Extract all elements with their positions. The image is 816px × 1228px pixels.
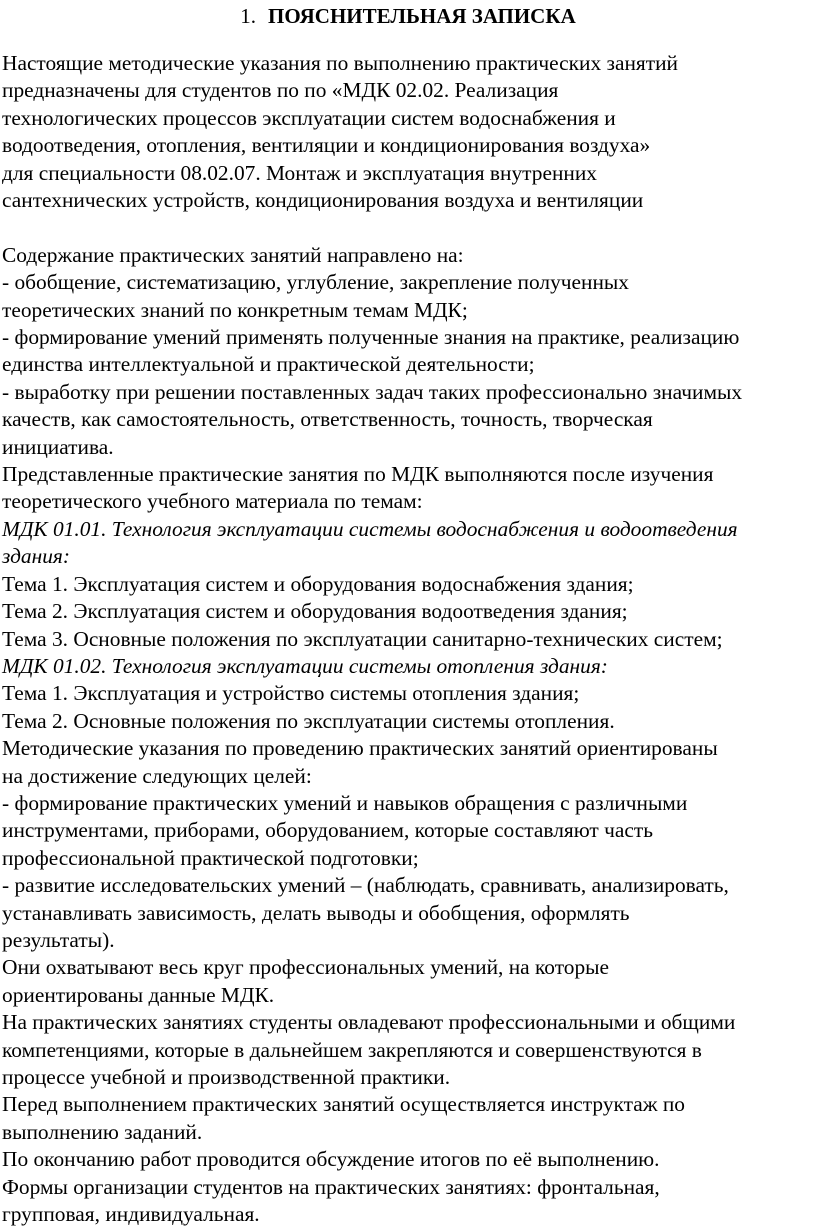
body-line: технологических процессов эксплуатации систем водоснабжения и [2,105,616,130]
body-line: на достижение следующих целей: [2,763,312,788]
topic-line: Тема 2. Эксплуатация систем и оборудования водоотведения здания; [2,599,628,624]
body-line: На практических занятиях студенты овладевают профессиональными и общими [2,1010,736,1035]
page-title [0,3,816,29]
topic-line: Тема 2. Основные положения по эксплуатации системы отопления. [2,708,615,733]
body-line: - развитие исследовательских умений – (наблюдать, сравнивать, анализировать, [2,873,729,898]
topic-line: Тема 3. Основные положения по эксплуатации санитарно-технических систем; [2,626,723,651]
section-number: 1. [240,4,256,28]
body-line: Перед выполнением практических занятий осуществляется инструктаж по [2,1092,686,1117]
section-title: ПОЯСНИТЕЛЬНАЯ ЗАПИСКА [267,4,576,28]
body-line: для специальности 08.02.07. Монтаж и эксплуатация внутренних [2,160,597,185]
body-line: водоотведения, отопления, вентиляции и кондиционирования воздуха» [2,133,651,158]
paragraph-gap [2,214,814,241]
body-line: Настоящие методические указания по выполнению практических занятий [2,51,678,75]
body-line: Представленные практические занятия по МДК выполняются после изучения [2,462,714,487]
course-heading: здания: [2,544,70,569]
body-line: групповая, индивидуальная. [2,1202,260,1227]
body-line: предназначены для студентов по по «МДК 02.02. Реализация [2,78,559,103]
body-line: Они охватывают весь круг профессиональных умений, на которые [2,955,610,980]
course-heading: МДК 01.01. Технология эксплуатации системы водоснабжения и водоотведения [2,516,738,541]
body-line: результаты). [2,927,115,952]
document-body [2,50,814,1228]
body-line: теоретических знаний по конкретным темам МДК; [2,297,468,322]
body-line: сантехнических устройств, кондиционирования воздуха и вентиляции [2,188,644,213]
body-line: инструментами, приборами, оборудованием, которые составляют часть [2,818,653,843]
topic-line: Тема 1. Эксплуатация и устройство системы отопления здания; [2,681,580,706]
body-line: По окончанию работ проводится обсуждение итогов по её выполнению. [2,1147,660,1172]
body-line: выполнению заданий. [2,1119,203,1144]
body-line: профессиональной практической подготовки; [2,845,419,870]
body-line: ориентированы данные МДК. [2,982,275,1007]
topic-line: Тема 1. Эксплуатация систем и оборудования водоснабжения здания; [2,571,634,596]
body-line: теоретического учебного материала по темам: [2,489,423,514]
body-line: Содержание практических занятий направлено на: [2,242,464,267]
body-line: - формирование практических умений и навыков обращения с различными [2,790,688,815]
body-line: процессе учебной и производственной практики. [2,1065,451,1090]
body-line: компетенциями, которые в дальнейшем закрепляются и совершенствуются в [2,1037,702,1062]
body-line: - обобщение, систематизацию, углубление, закрепление полученных [2,270,629,295]
body-line: устанавливать зависимость, делать выводы и обобщения, оформлять [2,900,630,925]
body-line: единства интеллектуальной и практической деятельности; [2,352,535,377]
body-line: инициатива. [2,434,114,459]
body-line: - формирование умений применять полученные знания на практике, реализацию [2,325,740,350]
body-line: качеств, как самостоятельность, ответственность, точность, творческая [2,407,653,432]
course-heading: МДК 01.02. Технология эксплуатации системы отопления здания: [2,653,608,678]
body-line: - выработку при решении поставленных задач таких профессионально значимых [2,379,743,404]
body-line: Методические указания по проведению практических занятий ориентированы [2,736,718,761]
body-line: Формы организации студентов на практических занятиях: фронтальная, [2,1174,660,1199]
